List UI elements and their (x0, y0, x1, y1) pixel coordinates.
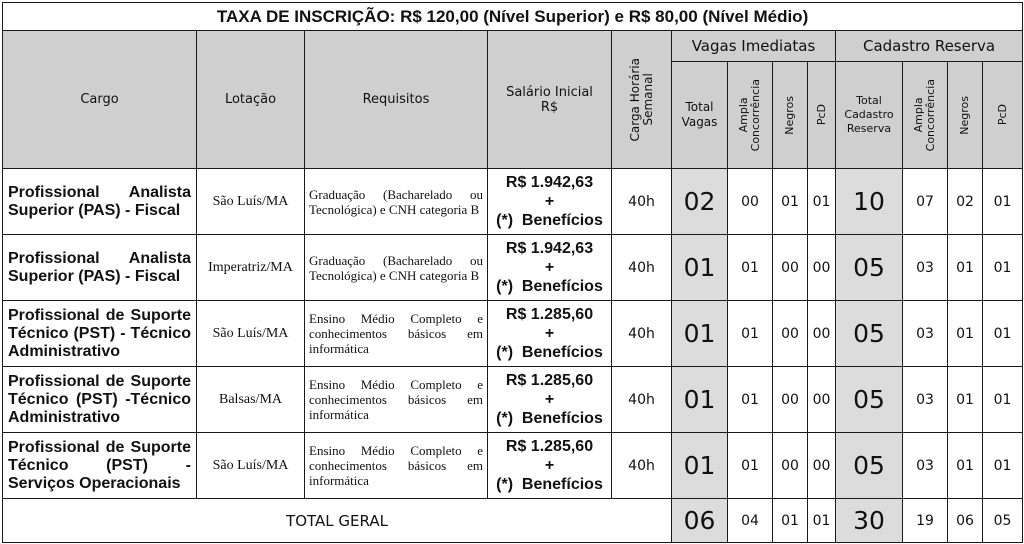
total-cr-negros: 06 (948, 499, 983, 543)
vi-pcd-cell: 01 (808, 169, 836, 235)
header-vi-negros-label: Negros (783, 95, 796, 135)
header-cr-negros-label: Negros (958, 95, 971, 135)
salario-beneficios: (*) Benefícios (496, 278, 603, 295)
vi-ampla-cell: 01 (728, 367, 773, 433)
total-vi-pcd: 01 (808, 499, 836, 543)
header-cadastro-reserva: Cadastro Reserva (836, 31, 1023, 62)
cr-total-cell: 05 (836, 235, 903, 301)
header-vi-total (672, 62, 728, 169)
cr-pcd-cell: 01 (983, 235, 1023, 301)
salario-cell (488, 169, 612, 235)
lotacao-cell: São Luís/MA (197, 169, 305, 235)
cr-ampla-cell: 03 (903, 367, 948, 433)
salario-cell (488, 433, 612, 499)
lotacao-cell: Balsas/MA (197, 367, 305, 433)
lotacao-cell: São Luís/MA (197, 433, 305, 499)
salario-cell (488, 235, 612, 301)
header-cargo: Cargo (3, 31, 197, 169)
header-vi-pcd-label: PcD (814, 104, 828, 126)
table-row (3, 169, 1023, 235)
total-cr-ampla: 19 (903, 499, 948, 543)
header-requisitos: Requisitos (305, 31, 488, 169)
header-cr-total-line3: Reserva (846, 122, 892, 135)
vi-ampla-cell: 01 (728, 235, 773, 301)
cr-negros-cell: 01 (948, 433, 983, 499)
header-carga-line1: Carga Horária (627, 57, 642, 142)
vi-pcd-cell: 00 (808, 301, 836, 367)
vi-negros-cell: 00 (773, 367, 808, 433)
carga-cell: 40h (612, 367, 672, 433)
carga-cell: 40h (612, 301, 672, 367)
cr-negros-cell: 02 (948, 169, 983, 235)
header-cr-ampla (903, 62, 948, 169)
cargo-cell: Profissional de Suporte Técnico (PST) - Serviços Operacionais (3, 433, 197, 499)
requisitos-cell: Ensino Médio Completo e conhecimentos básicos em informática (305, 301, 488, 367)
cargo-cell: Profissional Analista Superior (PAS) - Fiscal (3, 235, 197, 301)
header-cr-total-line1: Total (856, 94, 882, 107)
salario-plus: + (544, 193, 555, 210)
header-vagas-imediatas: Vagas Imediatas (672, 31, 836, 62)
vi-negros-cell: 00 (773, 433, 808, 499)
salario-beneficios: (*) Benefícios (496, 476, 603, 493)
requisitos-cell: Ensino Médio Completo e conhecimentos básicos em informática (305, 367, 488, 433)
salario-plus: + (544, 259, 555, 276)
header-vi-total-line2: Vagas (681, 115, 718, 129)
cr-pcd-cell: 01 (983, 433, 1023, 499)
salario-value: R$ 1.942,63 (505, 240, 594, 257)
carga-cell: 40h (612, 433, 672, 499)
vi-total-cell: 01 (672, 367, 728, 433)
header-cr-pcd (983, 62, 1023, 169)
cr-negros-cell: 01 (948, 235, 983, 301)
cargo-cell: Profissional Analista Superior (PAS) - Fiscal (3, 169, 197, 235)
salario-plus: + (544, 457, 555, 474)
cr-ampla-cell: 03 (903, 301, 948, 367)
total-cr-pcd: 05 (983, 499, 1023, 543)
requisitos-cell: Graduação (Bacharelado ou Tecnológica) e CNH categoria B (305, 235, 488, 301)
cr-ampla-cell: 03 (903, 433, 948, 499)
table-row (3, 367, 1023, 433)
vi-negros-cell: 01 (773, 169, 808, 235)
salario-value: R$ 1.285,60 (505, 372, 594, 389)
cr-pcd-cell: 01 (983, 301, 1023, 367)
total-vi-total: 06 (672, 499, 728, 543)
header-cr-negros (948, 62, 983, 169)
vi-pcd-cell: 00 (808, 367, 836, 433)
header-vi-total-line1: Total (685, 100, 714, 114)
vi-total-cell: 01 (672, 235, 728, 301)
cr-total-cell: 05 (836, 367, 903, 433)
salario-beneficios: (*) Benefícios (496, 410, 603, 427)
header-cr-ampla-line1: Ampla (912, 97, 925, 133)
header-cr-ampla-line2: Concorrência (924, 78, 937, 152)
header-salario-line2: R$ (540, 99, 559, 115)
cargo-cell: Profissional de Suporte Técnico (PST) -Técnico Administrativo (3, 367, 197, 433)
total-cr-total: 30 (836, 499, 903, 543)
salario-plus: + (544, 325, 555, 342)
header-vi-ampla (728, 62, 773, 169)
header-lotacao: Lotação (197, 31, 305, 169)
vacancies-table (2, 2, 1023, 543)
header-vi-pcd (808, 62, 836, 169)
page-title: TAXA DE INSCRIÇÃO: R$ 120,00 (Nível Superior) e R$ 80,00 (Nível Médio) (3, 3, 1023, 31)
vi-pcd-cell: 00 (808, 433, 836, 499)
cargo-cell: Profissional de Suporte Técnico (PST) - Técnico Administrativo (3, 301, 197, 367)
vi-ampla-cell: 01 (728, 301, 773, 367)
header-vi-negros (773, 62, 808, 169)
vi-total-cell: 02 (672, 169, 728, 235)
cr-ampla-cell: 03 (903, 235, 948, 301)
vi-total-cell: 01 (672, 301, 728, 367)
cr-negros-cell: 01 (948, 367, 983, 433)
requisitos-cell: Graduação (Bacharelado ou Tecnológica) e CNH categoria B (305, 169, 488, 235)
cr-negros-cell: 01 (948, 301, 983, 367)
table-row (3, 235, 1023, 301)
vi-pcd-cell: 00 (808, 235, 836, 301)
total-vi-negros: 01 (773, 499, 808, 543)
requisitos-cell: Ensino Médio Completo e conhecimentos básicos em informática (305, 433, 488, 499)
table-row (3, 433, 1023, 499)
vi-negros-cell: 00 (773, 235, 808, 301)
salario-value: R$ 1.942,63 (505, 174, 594, 191)
salario-cell (488, 301, 612, 367)
header-cr-total (836, 62, 903, 169)
salario-plus: + (544, 391, 555, 408)
total-label: TOTAL GERAL (3, 499, 672, 543)
header-vi-ampla-line1: Ampla (737, 97, 750, 133)
lotacao-cell: Imperatriz/MA (197, 235, 305, 301)
header-cr-pcd-label: PcD (995, 104, 1009, 126)
vi-total-cell: 01 (672, 433, 728, 499)
cr-total-cell: 10 (836, 169, 903, 235)
total-vi-ampla: 04 (728, 499, 773, 543)
salario-value: R$ 1.285,60 (505, 306, 594, 323)
carga-cell: 40h (612, 235, 672, 301)
header-cr-total-line2: Cadastro (844, 108, 894, 121)
carga-cell: 40h (612, 169, 672, 235)
vi-ampla-cell: 01 (728, 433, 773, 499)
salario-beneficios: (*) Benefícios (496, 212, 603, 229)
vi-ampla-cell: 00 (728, 169, 773, 235)
salario-beneficios: (*) Benefícios (496, 344, 603, 361)
table-row (3, 301, 1023, 367)
header-carga (612, 31, 672, 169)
lotacao-cell: São Luís/MA (197, 301, 305, 367)
cr-pcd-cell: 01 (983, 169, 1023, 235)
header-vi-ampla-line2: Concorrência (749, 78, 762, 152)
vi-negros-cell: 00 (773, 301, 808, 367)
header-carga-line2: Semanal (640, 73, 655, 126)
cr-total-cell: 05 (836, 433, 903, 499)
salario-value: R$ 1.285,60 (505, 438, 594, 455)
header-salario-line1: Salário Inicial (506, 84, 593, 100)
cr-total-cell: 05 (836, 301, 903, 367)
cr-pcd-cell: 01 (983, 367, 1023, 433)
header-salario (488, 31, 612, 169)
salario-cell (488, 367, 612, 433)
total-row (3, 499, 1023, 543)
cr-ampla-cell: 07 (903, 169, 948, 235)
